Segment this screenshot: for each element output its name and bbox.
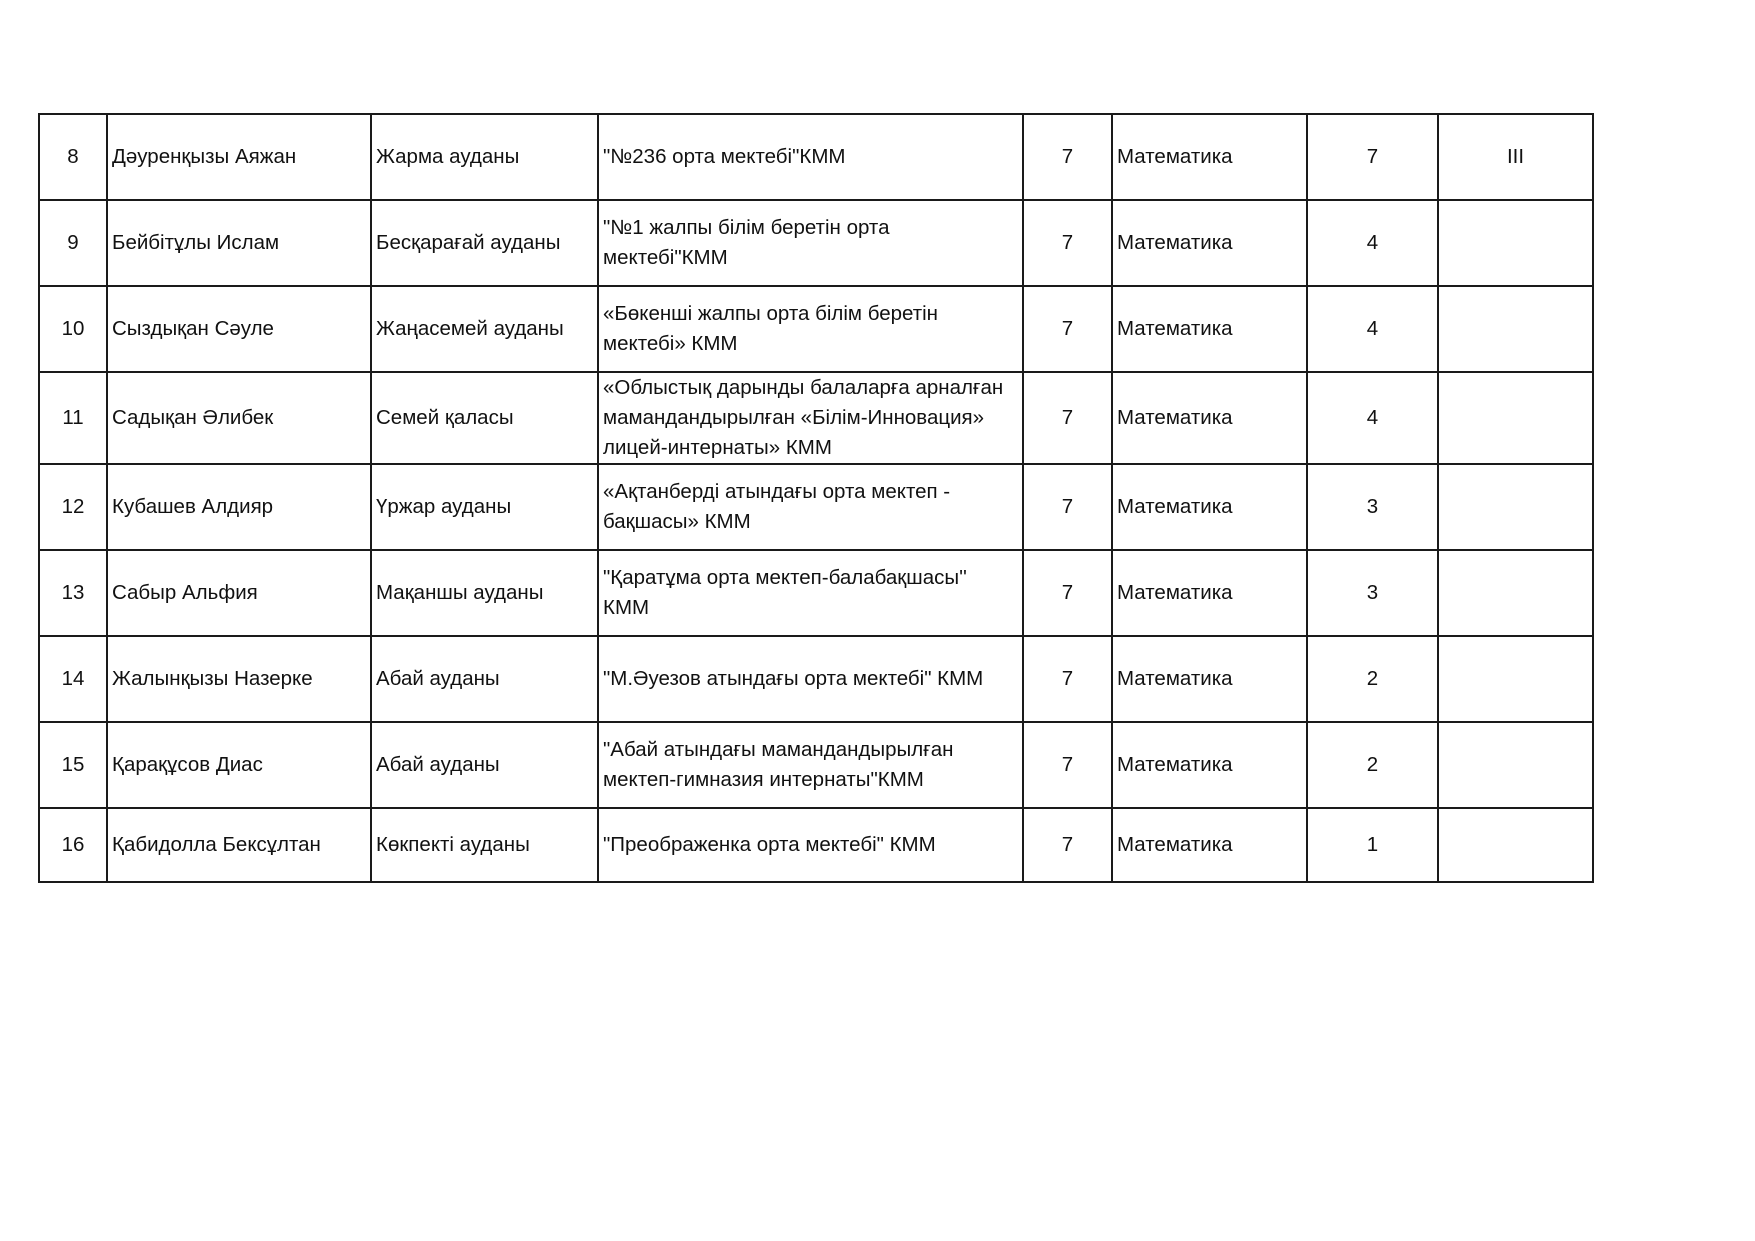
grade: 7 — [1023, 636, 1112, 722]
district: Абай ауданы — [371, 722, 598, 808]
place — [1438, 286, 1593, 372]
district: Бесқарағай ауданы — [371, 200, 598, 286]
district: Үржар ауданы — [371, 464, 598, 550]
row-number: 10 — [39, 286, 107, 372]
table-row — [39, 114, 1593, 200]
school: "М.Әуезов атындағы орта мектебі" КММ — [598, 636, 1023, 722]
place — [1438, 808, 1593, 882]
school: "Қаратұма орта мектеп-балабақшасы'' КММ — [598, 550, 1023, 636]
school: "Абай атындағы мамандандырылған мектеп-гимназия интернаты"КММ — [598, 722, 1023, 808]
row-number: 13 — [39, 550, 107, 636]
subject: Математика — [1112, 372, 1307, 464]
score: 4 — [1307, 200, 1438, 286]
student-name: Садықан Әлибек — [107, 372, 371, 464]
district: Жарма ауданы — [371, 114, 598, 200]
grade: 7 — [1023, 286, 1112, 372]
results-table — [38, 113, 1594, 883]
row-number: 12 — [39, 464, 107, 550]
score: 2 — [1307, 722, 1438, 808]
subject: Математика — [1112, 550, 1307, 636]
place — [1438, 550, 1593, 636]
school: "№236 орта мектебі"КММ — [598, 114, 1023, 200]
student-name: Сабыр Альфия — [107, 550, 371, 636]
subject: Математика — [1112, 114, 1307, 200]
score: 1 — [1307, 808, 1438, 882]
grade: 7 — [1023, 372, 1112, 464]
subject: Математика — [1112, 286, 1307, 372]
grade: 7 — [1023, 114, 1112, 200]
table-row — [39, 636, 1593, 722]
score: 7 — [1307, 114, 1438, 200]
district: Абай ауданы — [371, 636, 598, 722]
table-row — [39, 286, 1593, 372]
subject: Математика — [1112, 636, 1307, 722]
student-name: Қабидолла Бексұлтан — [107, 808, 371, 882]
place — [1438, 464, 1593, 550]
place — [1438, 636, 1593, 722]
grade: 7 — [1023, 808, 1112, 882]
table-row — [39, 808, 1593, 882]
score: 3 — [1307, 464, 1438, 550]
row-number: 9 — [39, 200, 107, 286]
table-row — [39, 200, 1593, 286]
student-name: Дәуренқызы Аяжан — [107, 114, 371, 200]
table-row — [39, 550, 1593, 636]
subject: Математика — [1112, 808, 1307, 882]
score: 4 — [1307, 286, 1438, 372]
school: "Преображенка орта мектебі" КММ — [598, 808, 1023, 882]
score: 2 — [1307, 636, 1438, 722]
student-name: Жалынқызы Назерке — [107, 636, 371, 722]
school: «Ақтанберді атындағы орта мектеп - бақшасы» КММ — [598, 464, 1023, 550]
place: III — [1438, 114, 1593, 200]
row-number: 11 — [39, 372, 107, 464]
table-row — [39, 464, 1593, 550]
school: «Бөкенші жалпы орта білім беретін мектебі» КММ — [598, 286, 1023, 372]
place — [1438, 200, 1593, 286]
subject: Математика — [1112, 464, 1307, 550]
district: Мақаншы ауданы — [371, 550, 598, 636]
table-row — [39, 722, 1593, 808]
score: 4 — [1307, 372, 1438, 464]
school: «Облыстық дарынды балаларға арналған мамандандырылған «Білім-Инновация» лицей-интернаты» КММ — [598, 372, 1023, 464]
student-name: Қарақұсов Диас — [107, 722, 371, 808]
table-row — [39, 372, 1593, 464]
grade: 7 — [1023, 722, 1112, 808]
score: 3 — [1307, 550, 1438, 636]
row-number: 8 — [39, 114, 107, 200]
grade: 7 — [1023, 200, 1112, 286]
student-name: Бейбітұлы Ислам — [107, 200, 371, 286]
school: "№1 жалпы білім беретін орта мектебі"КММ — [598, 200, 1023, 286]
subject: Математика — [1112, 722, 1307, 808]
grade: 7 — [1023, 550, 1112, 636]
place — [1438, 372, 1593, 464]
grade: 7 — [1023, 464, 1112, 550]
row-number: 16 — [39, 808, 107, 882]
student-name: Кубашев Алдияр — [107, 464, 371, 550]
student-name: Сыздықан Сәуле — [107, 286, 371, 372]
district: Семей қаласы — [371, 372, 598, 464]
subject: Математика — [1112, 200, 1307, 286]
district: Көкпекті ауданы — [371, 808, 598, 882]
place — [1438, 722, 1593, 808]
row-number: 14 — [39, 636, 107, 722]
district: Жаңасемей ауданы — [371, 286, 598, 372]
row-number: 15 — [39, 722, 107, 808]
